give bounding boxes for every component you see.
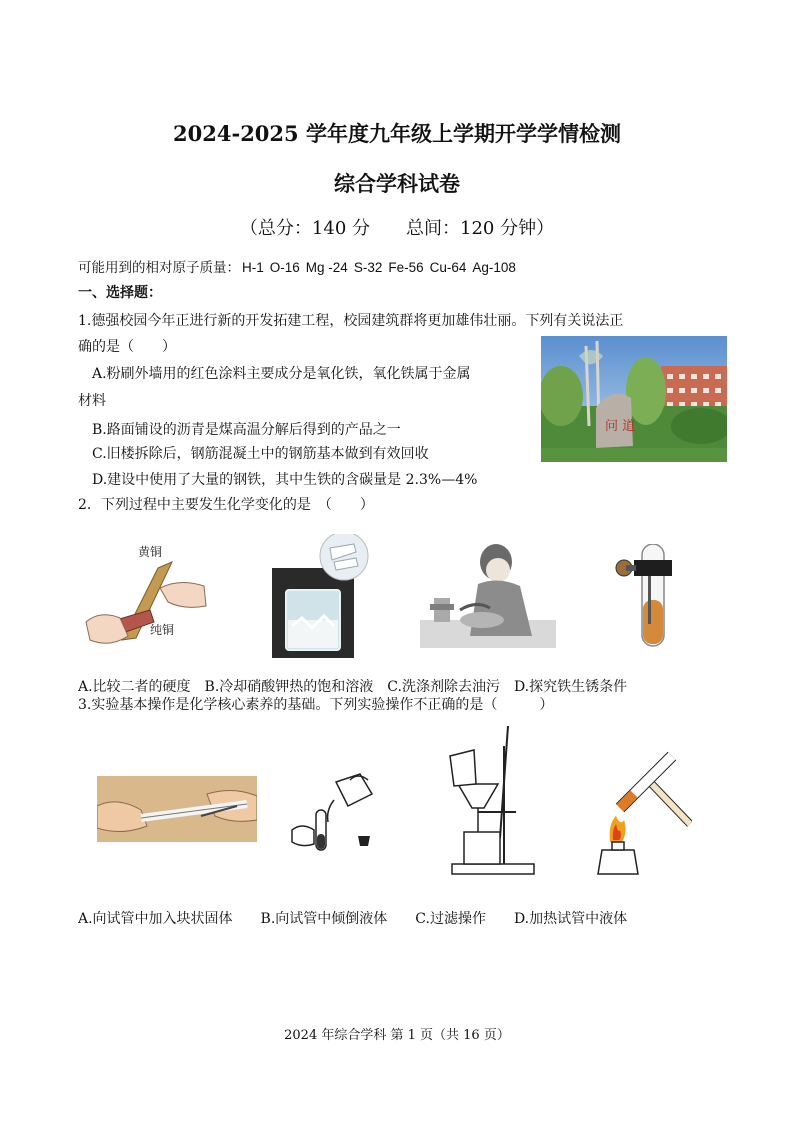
q1-option-a: A.粉刷外墙用的红色涂料主要成分是氧化铁，氧化铁属于金属: [92, 366, 471, 382]
atomic-mass-item: Cu-64: [429, 260, 467, 275]
atomic-mass-item: Mg -24: [305, 260, 348, 275]
q2-figure-label-brass: 黄铜: [138, 545, 163, 559]
q2-figure-a-brass-copper: [80, 540, 212, 652]
atomic-masses-line: [78, 256, 522, 276]
atomic-mass-item: H-1: [242, 260, 264, 275]
q1-option-a-cont: 材料: [78, 393, 106, 409]
campus-stone-inscription: 问 道: [605, 419, 636, 434]
section-title: 一、选择题：: [78, 285, 162, 301]
q2-figure-d-rust-test: [612, 544, 676, 656]
atomic-mass-item: Fe-56: [388, 260, 424, 275]
q1-stem-line2: 确的是（ ）: [78, 339, 176, 355]
q2-figure-b-crystallization: [272, 534, 372, 658]
q1-option-b: B.路面铺设的沥青是煤高温分解后得到的产品之一: [92, 422, 401, 438]
q3-figure-c-filtration: [444, 726, 544, 876]
q2-stem: 2．下列过程中主要发生化学变化的是 （ ）: [78, 497, 374, 513]
q3-figure-a-add-solid: [97, 776, 257, 842]
q2-figure-label-copper: 纯铜: [150, 623, 175, 637]
exam-title: 2024-2025 学年度九年级上学期开学学情检测: [173, 121, 621, 146]
atomic-mass-item: Ag-108: [472, 260, 516, 275]
page-footer: 2024 年综合学科 第 1 页（共 16 页）: [284, 1028, 510, 1043]
campus-photo: [541, 336, 727, 462]
q3-figure-d-heat-liquid: [596, 750, 692, 878]
atomic-mass-item: O-16: [269, 260, 300, 275]
q3-options: A.向试管中加入块状固体 B.向试管中倾倒液体 C.过滤操作 D.加热试管中液体: [78, 911, 628, 927]
q2-options: A.比较二者的硬度 B.冷却硝酸钾热的饱和溶液 C.洗涤剂除去油污 D.探究铁生锈条件: [78, 679, 628, 695]
atomic-mass-item: S-32: [353, 260, 383, 275]
q3-stem: 3.实验基本操作是化学核心素养的基础。下列实验操作不正确的是（ ）: [78, 697, 554, 713]
q1-option-c: C.旧楼拆除后，钢筋混凝土中的钢筋基本做到有效回收: [92, 446, 429, 462]
q2-figure-c-washing: [420, 540, 556, 648]
atomic-masses-label: 可能用到的相对原子质量：: [78, 260, 240, 275]
q1-stem-line1: 1.德强校园今年正进行新的开发拓建工程，校园建筑群将更加雄伟壮丽。下列有关说法正: [78, 313, 624, 329]
q1-option-d: D.建设中使用了大量的钢铁，其中生铁的含碳量是 2.3%—4%: [92, 472, 478, 488]
exam-subtitle: 综合学科试卷: [334, 171, 460, 196]
exam-meta: （总分：140 分 总间：120 分钟）: [239, 218, 555, 239]
q3-figure-b-pour-liquid: [288, 770, 382, 866]
